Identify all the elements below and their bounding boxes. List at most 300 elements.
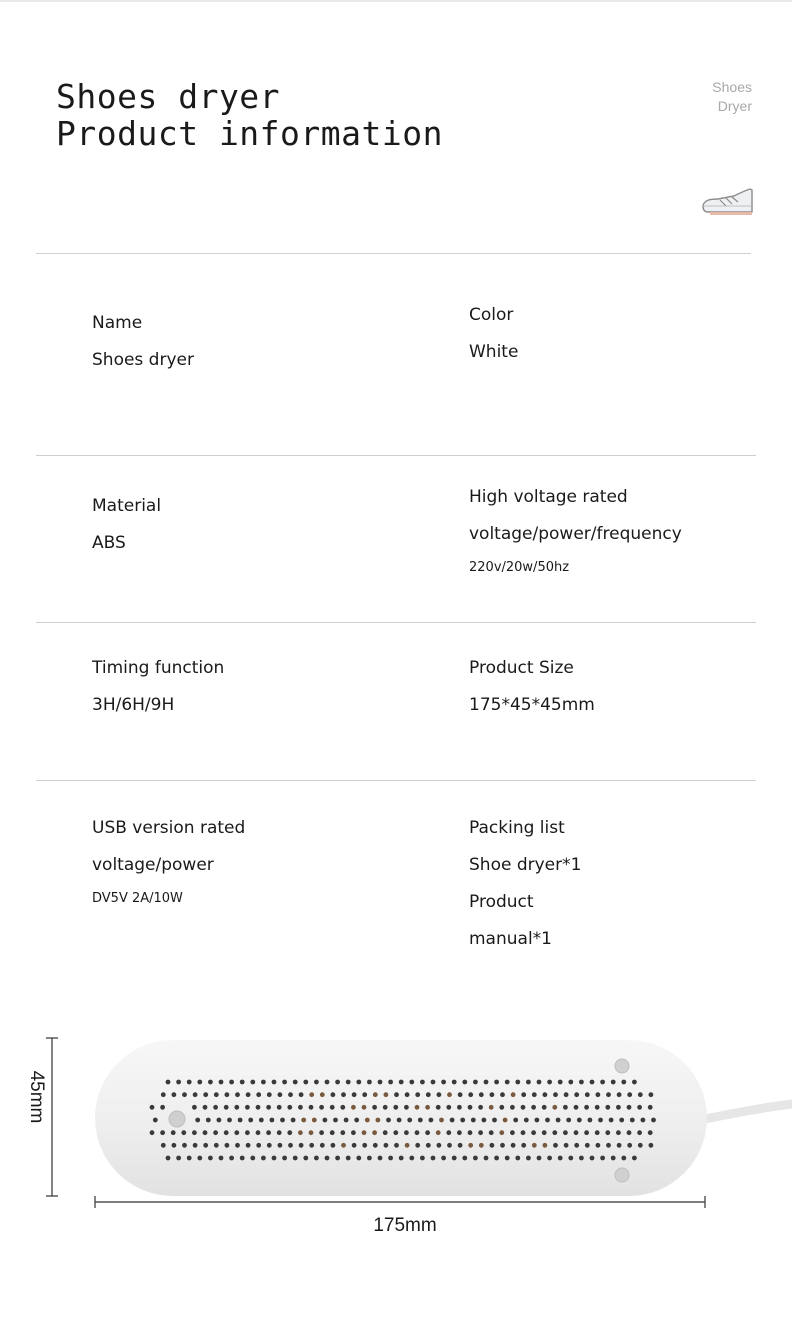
corner-label (712, 78, 752, 116)
vent-hole (420, 1080, 425, 1085)
vent-hole (535, 1118, 540, 1123)
vent-hole (388, 1156, 393, 1161)
vent-hole (585, 1092, 590, 1097)
vent-hole (309, 1130, 314, 1135)
vent-hole (309, 1143, 314, 1148)
vent-hole (574, 1092, 579, 1097)
vent-hole (240, 1156, 245, 1161)
height-dimension (20, 1062, 48, 1134)
vent-hole (499, 1130, 504, 1135)
vent-hole (383, 1105, 388, 1110)
vent-hole (415, 1130, 420, 1135)
vent-hole (627, 1143, 632, 1148)
vent-hole (494, 1080, 499, 1085)
vent-hole (564, 1092, 569, 1097)
product-illustration (0, 1020, 792, 1336)
spec-usb (92, 810, 245, 914)
vent-hole (203, 1143, 208, 1148)
vent-hole (425, 1105, 430, 1110)
vent-hole (590, 1156, 595, 1161)
vent-hole (462, 1080, 467, 1085)
vent-hole (510, 1130, 515, 1135)
vent-hole (288, 1092, 293, 1097)
vent-hole (552, 1105, 557, 1110)
vent-hole (261, 1156, 266, 1161)
vent-hole (584, 1105, 589, 1110)
vent-hole (272, 1156, 277, 1161)
vent-hole (227, 1118, 232, 1123)
vent-hole (195, 1118, 200, 1123)
vent-hole (437, 1143, 442, 1148)
vent-hole (574, 1130, 579, 1135)
vent-hole (553, 1143, 558, 1148)
vent-hole (482, 1118, 487, 1123)
vent-hole (219, 1080, 224, 1085)
vent-hole (431, 1156, 436, 1161)
vent-hole (219, 1156, 224, 1161)
vent-hole (490, 1143, 495, 1148)
vent-hole (248, 1118, 253, 1123)
vent-hole (595, 1105, 600, 1110)
vent-hole (280, 1118, 285, 1123)
vent-hole (367, 1156, 372, 1161)
vent-hole (341, 1092, 346, 1097)
spec-timing-label: Timing function (92, 658, 225, 678)
vent-hole (171, 1130, 176, 1135)
corner-label-line-2: Dryer (717, 98, 752, 114)
vent-hole (299, 1143, 304, 1148)
vent-hole (193, 1092, 198, 1097)
vent-hole (206, 1118, 211, 1123)
vent-hole (568, 1156, 573, 1161)
vent-hole (511, 1092, 516, 1097)
vent-hole (214, 1143, 219, 1148)
vent-hole (234, 1130, 239, 1135)
vent-hole (489, 1130, 494, 1135)
vent-hole (277, 1105, 282, 1110)
vent-hole (323, 1118, 328, 1123)
spec-usb-value: DV5V 2A/10W (92, 891, 183, 906)
vent-hole (479, 1143, 484, 1148)
vent-hole (373, 1092, 378, 1097)
vent-hole (405, 1092, 410, 1097)
vent-hole (437, 1092, 442, 1097)
corner-label-line-1: Shoes (712, 79, 752, 95)
vent-hole (600, 1156, 605, 1161)
vent-hole (521, 1105, 526, 1110)
vent-hole (278, 1143, 283, 1148)
spec-packing-label: Packing list (469, 818, 565, 838)
vent-hole (224, 1105, 229, 1110)
row-divider (36, 455, 756, 456)
vent-hole (404, 1130, 409, 1135)
vent-hole (473, 1080, 478, 1085)
vent-hole (627, 1105, 632, 1110)
vent-hole (566, 1118, 571, 1123)
vent-hole (341, 1143, 346, 1148)
vent-hole (503, 1118, 508, 1123)
spec-size-value: 175*45*45mm (469, 695, 595, 715)
vent-hole (510, 1105, 515, 1110)
vent-hole (473, 1156, 478, 1161)
spec-high-voltage-label-1: High voltage rated (469, 487, 628, 507)
vent-hole (543, 1143, 548, 1148)
vent-hole (552, 1130, 557, 1135)
vent-hole (331, 1092, 336, 1097)
vent-hole (489, 1105, 494, 1110)
vent-hole (651, 1118, 656, 1123)
vent-hole (352, 1143, 357, 1148)
vent-hole (335, 1156, 340, 1161)
spec-packing-item-2-line-2: manual*1 (469, 929, 552, 949)
vent-hole (208, 1156, 213, 1161)
vent-hole (187, 1156, 192, 1161)
vent-hole (217, 1118, 222, 1123)
vent-hole (267, 1143, 272, 1148)
vent-hole (556, 1118, 561, 1123)
vent-hole (627, 1130, 632, 1135)
indicator-light (169, 1111, 185, 1127)
vent-hole (492, 1118, 497, 1123)
vent-hole (577, 1118, 582, 1123)
vent-hole (213, 1130, 218, 1135)
vent-hole (450, 1118, 455, 1123)
vent-hole (426, 1092, 431, 1097)
vent-hole (605, 1105, 610, 1110)
vent-hole (532, 1143, 537, 1148)
vent-hole (367, 1080, 372, 1085)
power-cable (700, 1104, 792, 1120)
vent-hole (619, 1118, 624, 1123)
vent-hole (160, 1105, 165, 1110)
vent-hole (462, 1156, 467, 1161)
vent-hole (267, 1092, 272, 1097)
vent-hole (298, 1105, 303, 1110)
vent-hole (299, 1092, 304, 1097)
spec-size-label: Product Size (469, 658, 574, 678)
vent-hole (330, 1130, 335, 1135)
vent-hole (409, 1080, 414, 1085)
vent-hole (439, 1118, 444, 1123)
spec-usb-label-2: voltage/power (92, 855, 214, 875)
vent-hole (457, 1130, 462, 1135)
vent-hole (521, 1130, 526, 1135)
spec-name-label: Name (92, 313, 143, 333)
vent-hole (478, 1105, 483, 1110)
vent-hole (446, 1130, 451, 1135)
vent-hole (648, 1105, 653, 1110)
vent-hole (632, 1080, 637, 1085)
vent-hole (617, 1143, 622, 1148)
vent-hole (531, 1105, 536, 1110)
vent-hole (436, 1105, 441, 1110)
vent-hole (511, 1143, 516, 1148)
vent-hole (563, 1130, 568, 1135)
vent-hole (415, 1092, 420, 1097)
vent-hole (405, 1143, 410, 1148)
vent-hole (545, 1118, 550, 1123)
vent-hole (352, 1092, 357, 1097)
vent-hole (648, 1130, 653, 1135)
vent-hole (378, 1080, 383, 1085)
vent-hole (272, 1080, 277, 1085)
screw-top (615, 1059, 629, 1073)
vent-hole (319, 1130, 324, 1135)
vent-hole (320, 1143, 325, 1148)
vent-hole (245, 1105, 250, 1110)
vent-hole (505, 1156, 510, 1161)
vent-hole (606, 1143, 611, 1148)
vent-hole (558, 1080, 563, 1085)
spec-name-value: Shoes dryer (92, 350, 194, 370)
vent-hole (192, 1105, 197, 1110)
vent-hole (362, 1105, 367, 1110)
vent-hole (547, 1156, 552, 1161)
vent-hole (235, 1143, 240, 1148)
row-divider (36, 780, 756, 781)
vent-hole (397, 1118, 402, 1123)
vent-hole (563, 1105, 568, 1110)
vent-hole (479, 1092, 484, 1097)
vent-hole (203, 1092, 208, 1097)
vent-hole (425, 1130, 430, 1135)
vent-hole (574, 1105, 579, 1110)
vent-hole (346, 1080, 351, 1085)
vent-hole (452, 1156, 457, 1161)
vent-hole (246, 1143, 251, 1148)
vent-hole (340, 1130, 345, 1135)
vent-hole (261, 1080, 266, 1085)
vent-hole (270, 1118, 275, 1123)
vent-hole (611, 1156, 616, 1161)
spec-color (469, 297, 518, 371)
vent-hole (288, 1143, 293, 1148)
vent-hole (515, 1080, 520, 1085)
vent-hole (418, 1118, 423, 1123)
vent-hole (187, 1080, 192, 1085)
vent-hole (596, 1143, 601, 1148)
vent-hole (468, 1092, 473, 1097)
vent-hole (394, 1092, 399, 1097)
vent-hole (225, 1143, 230, 1148)
vent-hole (609, 1118, 614, 1123)
vent-hole (447, 1092, 452, 1097)
vent-hole (393, 1105, 398, 1110)
height-dimension-label: 45mm (26, 1070, 47, 1124)
vent-hole (235, 1092, 240, 1097)
vent-hole (356, 1156, 361, 1161)
vent-hole (240, 1080, 245, 1085)
vent-hole (600, 1080, 605, 1085)
vent-hole (542, 1130, 547, 1135)
vent-hole (291, 1118, 296, 1123)
vent-hole (649, 1143, 654, 1148)
vent-hole (388, 1080, 393, 1085)
vent-hole (584, 1130, 589, 1135)
vent-hole (330, 1105, 335, 1110)
vent-hole (579, 1156, 584, 1161)
vent-hole (192, 1130, 197, 1135)
vent-hole (250, 1156, 255, 1161)
vent-hole (543, 1092, 548, 1097)
vent-hole (558, 1156, 563, 1161)
vent-hole (553, 1092, 558, 1097)
vent-hole (197, 1156, 202, 1161)
vent-hole (621, 1156, 626, 1161)
vent-hole (325, 1156, 330, 1161)
spec-material-value: ABS (92, 533, 126, 553)
vent-hole (287, 1105, 292, 1110)
vent-hole (287, 1130, 292, 1135)
vent-hole (150, 1105, 155, 1110)
vent-hole (585, 1143, 590, 1148)
vent-hole (606, 1092, 611, 1097)
spec-usb-label-1: USB version rated (92, 818, 246, 838)
screw-bottom (615, 1168, 629, 1182)
vent-hole (447, 1143, 452, 1148)
vent-hole (229, 1080, 234, 1085)
vent-hole (372, 1105, 377, 1110)
vent-hole (637, 1105, 642, 1110)
vent-hole (160, 1130, 165, 1135)
vent-hole (564, 1143, 569, 1148)
vent-hole (627, 1092, 632, 1097)
vent-hole (176, 1080, 181, 1085)
vent-hole (526, 1080, 531, 1085)
spec-material (92, 488, 161, 562)
vent-hole (225, 1092, 230, 1097)
vent-hole (515, 1156, 520, 1161)
page-title (56, 78, 443, 152)
vent-hole (457, 1105, 462, 1110)
vent-hole (596, 1092, 601, 1097)
vent-hole (452, 1080, 457, 1085)
title-line-1: Shoes dryer (56, 77, 281, 116)
vent-hole (471, 1118, 476, 1123)
spec-size (469, 650, 595, 724)
vent-hole (478, 1130, 483, 1135)
vent-hole (468, 1105, 473, 1110)
spec-high-voltage-label-2: voltage/power/frequency (469, 524, 682, 544)
vent-hole (234, 1105, 239, 1110)
vent-hole (579, 1080, 584, 1085)
spec-packing-item-2-line-1: Product (469, 892, 534, 912)
vent-hole (229, 1156, 234, 1161)
vent-hole (458, 1143, 463, 1148)
vent-hole (393, 1130, 398, 1135)
vent-hole (153, 1118, 158, 1123)
vent-hole (213, 1105, 218, 1110)
title-line-2: Product information (56, 114, 443, 153)
vent-hole (598, 1118, 603, 1123)
vent-hole (246, 1092, 251, 1097)
vent-hole (314, 1080, 319, 1085)
vent-hole (426, 1143, 431, 1148)
vent-hole (500, 1143, 505, 1148)
vent-hole (468, 1130, 473, 1135)
vent-hole (362, 1143, 367, 1148)
vent-hole (309, 1105, 314, 1110)
spec-high-voltage (469, 479, 682, 583)
vent-hole (373, 1143, 378, 1148)
vent-hole (574, 1143, 579, 1148)
vent-hole (344, 1118, 349, 1123)
vent-hole (166, 1080, 171, 1085)
vent-hole (500, 1092, 505, 1097)
vent-hole (214, 1092, 219, 1097)
vent-hole (197, 1080, 202, 1085)
vent-hole (309, 1092, 314, 1097)
vent-hole (303, 1080, 308, 1085)
vent-hole (526, 1156, 531, 1161)
vent-hole (531, 1130, 536, 1135)
vent-hole (415, 1143, 420, 1148)
vent-hole (319, 1105, 324, 1110)
spec-material-label: Material (92, 496, 162, 516)
top-rule (0, 0, 792, 2)
vent-hole (346, 1156, 351, 1161)
vent-hole (208, 1080, 213, 1085)
vent-hole (394, 1143, 399, 1148)
vent-hole (176, 1156, 181, 1161)
vent-hole (193, 1143, 198, 1148)
vent-hole (605, 1130, 610, 1135)
vent-hole (256, 1105, 261, 1110)
vent-hole (532, 1092, 537, 1097)
vent-hole (314, 1156, 319, 1161)
vent-hole (521, 1092, 526, 1097)
vent-hole (568, 1080, 573, 1085)
vent-hole (203, 1130, 208, 1135)
vent-hole (277, 1130, 282, 1135)
vent-hole (458, 1092, 463, 1097)
vent-hole (181, 1130, 186, 1135)
vent-hole (484, 1156, 489, 1161)
vent-hole (641, 1118, 646, 1123)
vent-hole (325, 1080, 330, 1085)
vent-hole (441, 1156, 446, 1161)
vent-hole (399, 1080, 404, 1085)
vent-hole (150, 1130, 155, 1135)
vent-hole (499, 1105, 504, 1110)
width-dimension-label: 175mm (373, 1215, 437, 1236)
vent-hole (460, 1118, 465, 1123)
vent-hole (293, 1080, 298, 1085)
vent-hole (166, 1156, 171, 1161)
vent-hole (649, 1092, 654, 1097)
vent-hole (238, 1118, 243, 1123)
vent-hole (431, 1080, 436, 1085)
vent-hole (537, 1080, 542, 1085)
vent-hole (282, 1080, 287, 1085)
vent-hole (312, 1118, 317, 1123)
vent-hole (630, 1118, 635, 1123)
vent-hole (429, 1118, 434, 1123)
vent-hole (351, 1130, 356, 1135)
vent-hole (354, 1118, 359, 1123)
vent-hole (335, 1080, 340, 1085)
vent-hole (256, 1143, 261, 1148)
vent-hole (638, 1092, 643, 1097)
vent-hole (384, 1092, 389, 1097)
vent-hole (490, 1092, 495, 1097)
vent-hole (278, 1092, 283, 1097)
vent-hole (203, 1105, 208, 1110)
vent-hole (468, 1143, 473, 1148)
vent-hole (282, 1156, 287, 1161)
vent-hole (340, 1105, 345, 1110)
vent-hole (333, 1118, 338, 1123)
